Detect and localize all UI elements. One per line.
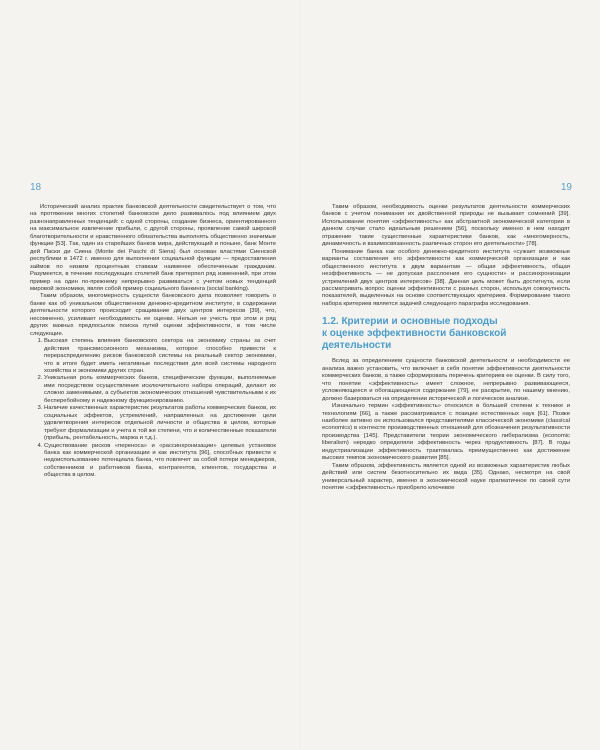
section-heading bbox=[322, 316, 570, 352]
list-item: 4. Существование рисков «переноса» и «рассинхронизации» целевых установок банка как коммерческой организации и как института [96], способных привести к недоиспользованию потенциала банка, что повлечет за собой потери менеджеров, собственников и работников банка, контрагентов, клиентов, государства и общества в целом. bbox=[44, 443, 276, 480]
section-heading-line-1: 1.2. Критерии и основные подходы bbox=[322, 316, 498, 328]
page-number-right: 19 bbox=[560, 182, 572, 193]
page-number-left: 18 bbox=[30, 182, 42, 193]
paragraph: Понимание банка как особого денежно-кредитного института «сужает возможные варианты составления его эффективности как коммерческой организации и как общественного института к двум вариантам — общая эффективность, общая неэффективность — не допуская расслоения его сущности» и рассинхронизации устремлений двух центров интересов» [38]. Данная цель может быть достигнута, если рассматривать вопрос оценки эффективности с разных сторон, используя совокупность показателей, выделенных на основе соответствующих критериев. Формирование такого набора критериев является задачей следующего параграфа исследования. bbox=[322, 248, 570, 307]
paragraph: Исторический анализ практик банковской деятельности свидетельствует о том, что на протяжении многих столетий банковское дело развивалось под влиянием двух разнонаправленных тенденций: с одной стороны, создание бизнеса, ориентированного на максимальное извлечение прибыли, с другой стороны, проявление самой широкой благотворительности и нравственного обязательства выполнять общественно значимые функции [53]. Так, один из старейших банков мира, действующий и поныне, банк Монте дей Паски ди Сиена (Monte dei Paschi di Siena) был основан властями Сиенской республики в 1472 г. именно для выполнения социальной функции — предоставления займов по низким процентным ставкам наименее обеспеченным гражданам. Разумеется, в течение последующих столетий банк претерпел ряд изменений, при этом пример на один по-прежнему непрерывно развиваться с учетом новых тенденций мировой экономики, являя собой пример социального банкинга (social banking). bbox=[30, 204, 276, 292]
paragraph: Вслед за определением сущности банковской деятельности и необходимости ее анализа важно установить, что включает в себя понятие эффективности деятельности коммерческих банков, а также сформировать перечень критериев ее оценки. В силу того, что понятие «эффективность» имеет сложное, непрерывно развивающееся, усложняющееся и обогащающееся содержание [79], ее раскрытие, по нашему мнению, должно базироваться на определении исторической и логическом анализе. bbox=[322, 358, 570, 402]
right-page bbox=[300, 0, 600, 750]
paragraph: Таким образом, необходимость оценки результатов деятельности коммерческих банков с учетом понимания их двойственной природы не вызывает сомнений [39]. Использование понятия «эффективность» как абстрактной экономической категории в данном случае стало идеальным решением [56], поскольку именно в нем находят отражение такие существенные характеристики банков, как «многомерность, динамичность и взаимосвязанность различных сторон его деятельности» [78]. bbox=[322, 204, 570, 248]
paragraph: Таким образом, многомерность сущности банковского дела позволяет говорить о банке как об уникальном общественном денежно-кредитном институте, в содержании деятельности которого происходит сращивание двух центров интересов [39], что, несомненно, усиливает необходимость ее оценки. Нельзя не учесть при этом и ряд других важных предпосылок поиска путей оценки эффективности, в том числе следующие. bbox=[30, 293, 276, 337]
left-text-column bbox=[30, 204, 276, 480]
list-item: 3. Наличие качественных характеристик результатов работы коммерческих банков, их социальных эффектов, устремлений, направленных на достижение цели удовлетворения интересов отдельной личности и общества в целом, которые требуют формализации и учета в той же степени, что и количественные показатели (прибыль, рентабельность, маржа и т.д.). bbox=[44, 405, 276, 442]
section-heading-line-2: к оценке эффективности банковской деятельности bbox=[322, 328, 507, 352]
right-text-column bbox=[322, 204, 570, 493]
paragraph: Изначально термин «эффективность» относился в большей степени к технике и технологиям [66], а также рассматривался с позиции естественных наук [61]. Позже наиболее активно он использовался представителями классической экономики (classical economics) в контексте производственных отношений для обозначения результативности производства [145]. Представители теории экономического либерализма (economic liberalism) нередко определяли эффективность через продуктивность [87]. В годы индустриализации эффективность трактовалась преимущественно как достижение высоких темпов экономического развития [85]. bbox=[322, 403, 570, 462]
list-item: 1. Высокая степень влияния банковского сектора на экономику страны за счет действия трансмиссионного механизма, которое способно привести к перераспределению рисков банковской системы на реальный сектор экономики, что в итоге будет иметь негативные последствия для всей системы народного хозяйства и экономики других стран. bbox=[44, 338, 276, 375]
paragraph: Таким образом, эффективность является одной из возможных характеристик любых действий или систем безотносительно их вида [35]. Однако, несмотря на свой универсальный характер, именно в экономической науке прагматичное по своей сути понятие «эффективность» приобрело ключевое bbox=[322, 462, 570, 492]
list-item: 2. Уникальная роль коммерческих банков, специфические функции, выполняемые ими посредством осуществления исключительного набора операций, делают их сложно заменимыми, а субъектов экономических отношений чувствительными к их бесперебойному и надежному функционированию. bbox=[44, 375, 276, 405]
numbered-list bbox=[30, 338, 276, 480]
